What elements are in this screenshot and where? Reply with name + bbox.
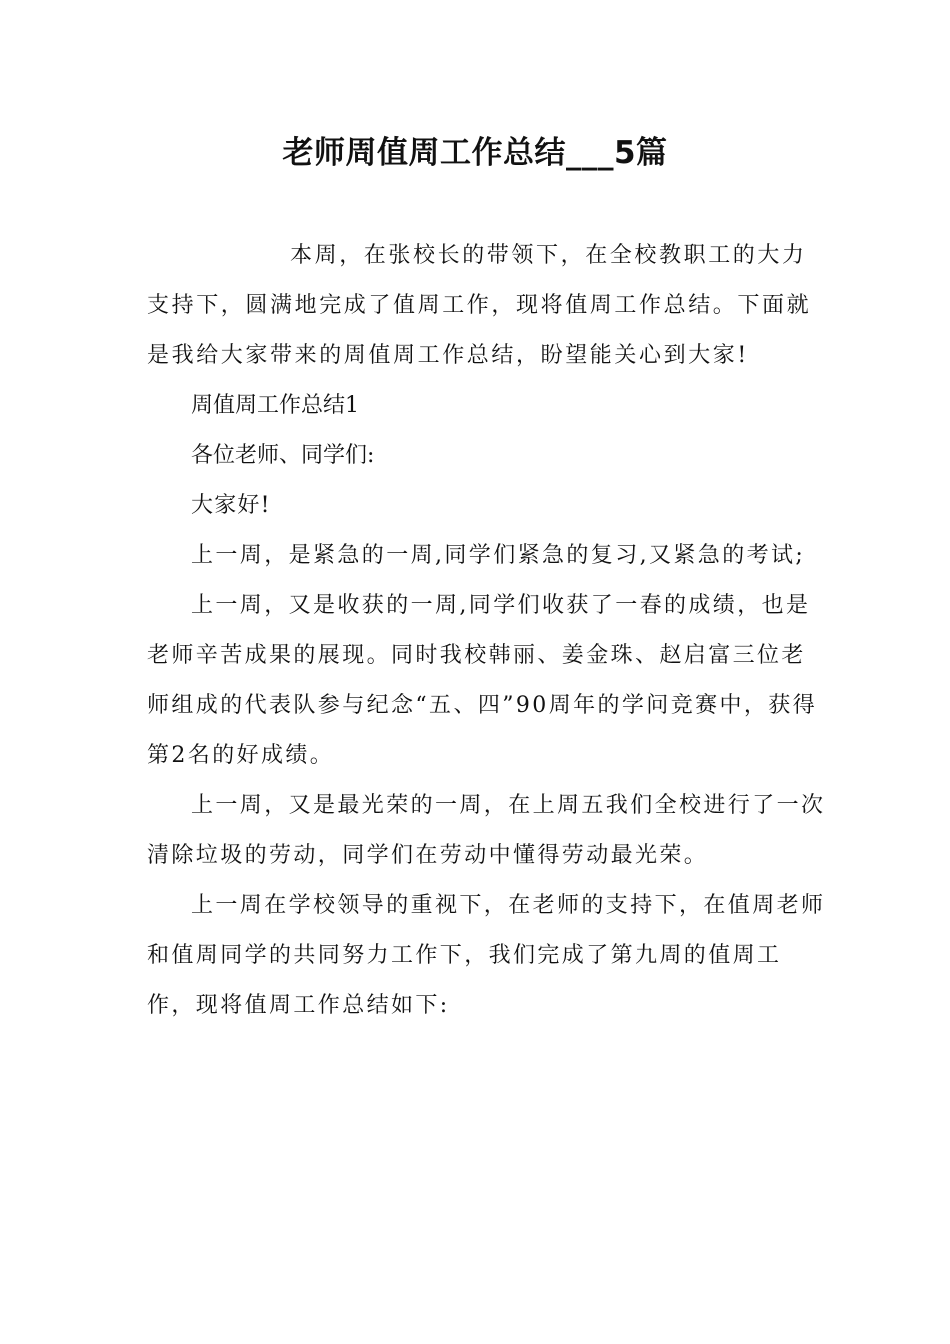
document-body — [147, 231, 827, 1031]
section-heading: 周值周工作总结1 — [191, 393, 359, 418]
body-paragraph: 上一周在学校领导的重视下，在老师的支持下，在值周老师和值周同学的共同努力工作下，我们完成了第九周的值周工作，现将值周工作总结如下: — [147, 893, 826, 1018]
document-title: 老师周值周工作总结___5篇 — [282, 135, 668, 171]
salutation: 各位老师、同学们: — [191, 443, 375, 468]
intro-paragraph: 本周，在张校长的带领下，在全校教职工的大力支持下，圆满地完成了值周工作，现将值周工作总结。下面就是我给大家带来的周值周工作总结，盼望能关心到大家! — [147, 243, 812, 368]
body-paragraph: 上一周，又是收获的一周,同学们收获了一春的成绩，也是老师辛苦成果的展现。同时我校韩丽、姜金珠、赵启富三位老师组成的代表队参与纪念“五、四”90周年的学问竞赛中，获得第2名的好成绩。 — [147, 593, 818, 768]
body-paragraph: 上一周，是紧急的一周,同学们紧急的复习,又紧急的考试; — [191, 543, 806, 568]
body-paragraph: 上一周，又是最光荣的一周，在上周五我们全校进行了一次清除垃圾的劳动，同学们在劳动中懂得劳动最光荣。 — [147, 793, 826, 868]
greeting: 大家好! — [191, 493, 271, 518]
